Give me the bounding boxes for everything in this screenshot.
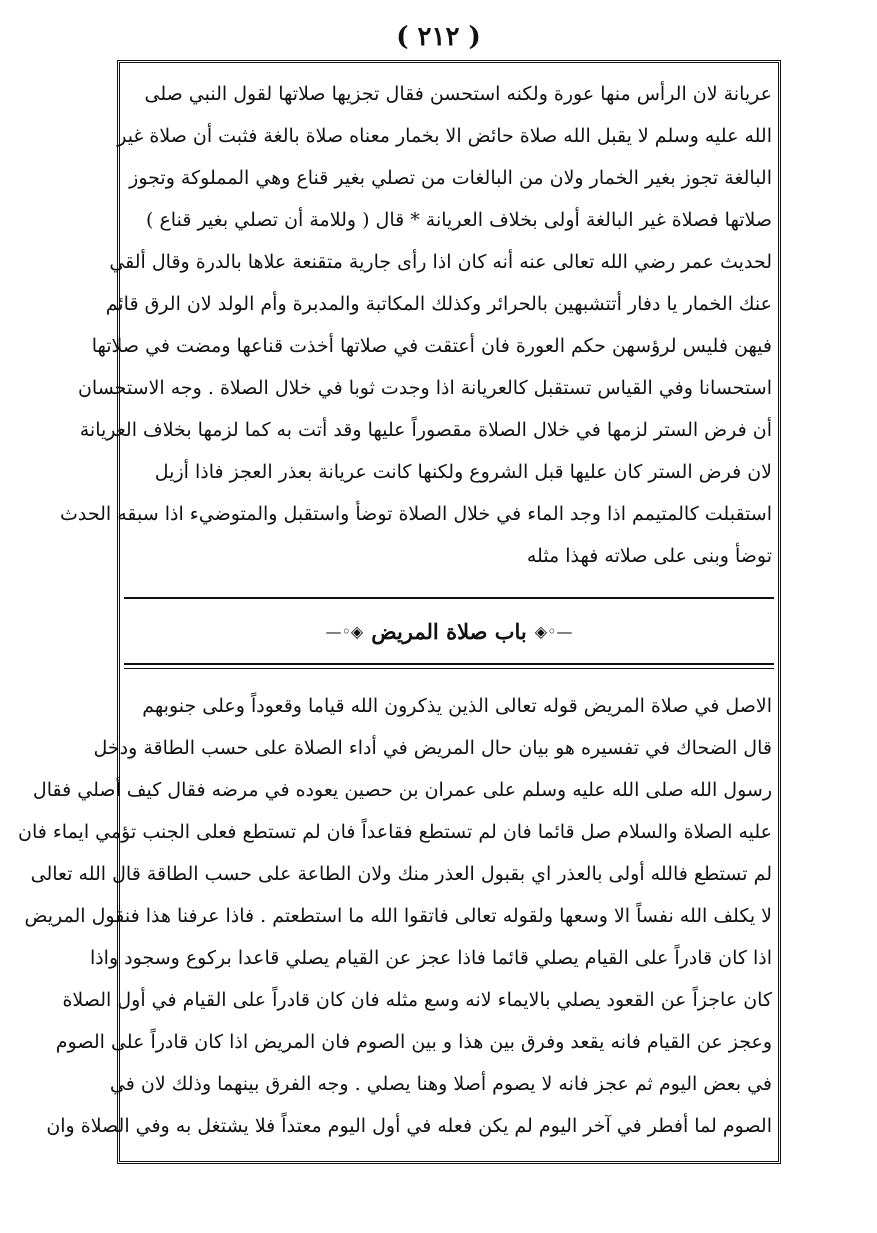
- text-line: لا يكلف الله نفساً الا وسعها ولقوله تعالى فاتقوا الله ما استطعتم . فاذا عرفنا هذا فنقول المريض: [24, 905, 772, 927]
- divider-bottom-thin: [124, 668, 774, 669]
- chapter-title: باب صلاة المريض: [371, 618, 527, 644]
- text-line: كان عاجزاً عن القعود يصلي بالايماء لانه وسع مثله فان كان قادراً على القيام في أول الصلاة: [62, 989, 772, 1011]
- text-line: أن فرض الستر لزمها في خلال الصلاة مقصوراً عليها وقد أتت به كما لزمها بخلاف العريانة: [79, 419, 772, 441]
- text-line: اذا كان قادراً على القيام يصلي قائما فاذا عجز عن القيام يصلي قاعدا بركوع وسجود واذا: [89, 947, 772, 969]
- divider-top: [124, 597, 774, 599]
- text-line: صلاتها فصلاة غير البالغة أولى بخلاف العريانة * قال ( وللامة أن تصلي بغير قناع ): [146, 209, 772, 231]
- text-line: قال الضحاك في تفسيره هو بيان حال المريض في أداء الصلاة على حسب الطاقة ودخل: [93, 737, 772, 759]
- text-line: لان فرض الستر كان عليها قبل الشروع ولكنها كانت عريانة بعذر العجز فاذا أزيل: [154, 461, 772, 483]
- text-line: عنك الخمار يا دفار أتتشبهين بالحرائر وكذلك المكاتبة والمدبرة وأم الولد لان الرق قائم: [105, 293, 772, 315]
- text-line: فيهن فليس لرؤسهن حكم العورة فان أعتقت في صلاتها أخذت قناعها ومضت في صلاتها: [91, 335, 772, 357]
- ornament-left: —◦◈: [325, 621, 364, 641]
- text-frame: [17, 60, 781, 1164]
- text-line: استقبلت كالمتيمم اذا وجد الماء في خلال الصلاة توضأ واستقبل والمتوضيء اذا سبقه الحدث: [60, 503, 772, 525]
- text-line: استحسانا وفي القياس تستقبل كالعريانة اذا وجدت ثوبا في خلال الصلاة . وجه الاستحسان: [77, 377, 772, 399]
- text-line: عريانة لان الرأس منها عورة ولكنه استحسن فقال تجزيها صلاتها لقول النبي صلى: [144, 83, 772, 105]
- chapter-heading: [120, 611, 778, 651]
- divider-bottom: [124, 663, 774, 665]
- page-number: ( ٢١٢ ): [396, 22, 481, 52]
- text-line: عليه الصلاة والسلام صل قائما فان لم تستطع فقاعداً فان لم تستطع فعلى الجنب تؤمي ايماء فان: [17, 821, 772, 843]
- text-line: الصوم لما أفطر في آخر اليوم لم يكن فعله في أول اليوم معتداً فلا يشتغل به وفي الصلاة وان: [46, 1115, 772, 1137]
- text-line: توضأ وبنى على صلاته فهذا مثله: [526, 545, 772, 567]
- text-line: الله عليه وسلم لا يقبل الله صلاة حائض الا بخمار معناه صلاة بالغة فثبت أن صلاة غير: [117, 125, 772, 147]
- text-line: في بعض اليوم ثم عجز فانه لا يصوم أصلا وهنا يصلي . وجه الفرق بينهما وذلك لان في: [109, 1073, 772, 1095]
- paragraph-chapter-body: [17, 685, 772, 1147]
- text-line: لحديث عمر رضي الله تعالى عنه أنه كان اذا رأى جارية متقنعة علاها بالدرة وقال ألقي: [109, 251, 772, 273]
- paragraph-previous-chapter: [60, 73, 772, 577]
- text-line: البالغة تجوز بغير الخمار ولان من البالغات من تصلي بغير قناع وهي المملوكة وتجوز: [129, 167, 772, 189]
- text-line: الاصل في صلاة المريض قوله تعالى الذين يذكرون الله قياما وقعوداً وعلى جنوبهم: [142, 695, 772, 717]
- ornament-right: ◈◦—: [534, 621, 573, 641]
- text-line: لم تستطع فالله أولى بالعذر اي بقبول العذر منك ولان الطاعة على حسب الطاقة قال الله تعالى: [30, 863, 772, 885]
- text-line: رسول الله صلى الله عليه وسلم على عمران بن حصين يعوده في مرضه فقال كيف أصلي فقال: [32, 779, 772, 801]
- text-line: وعجز عن القيام فانه يقعد وفرق بين هذا و بين الصوم فان المريض اذا كان قادراً على الصوم: [55, 1031, 772, 1053]
